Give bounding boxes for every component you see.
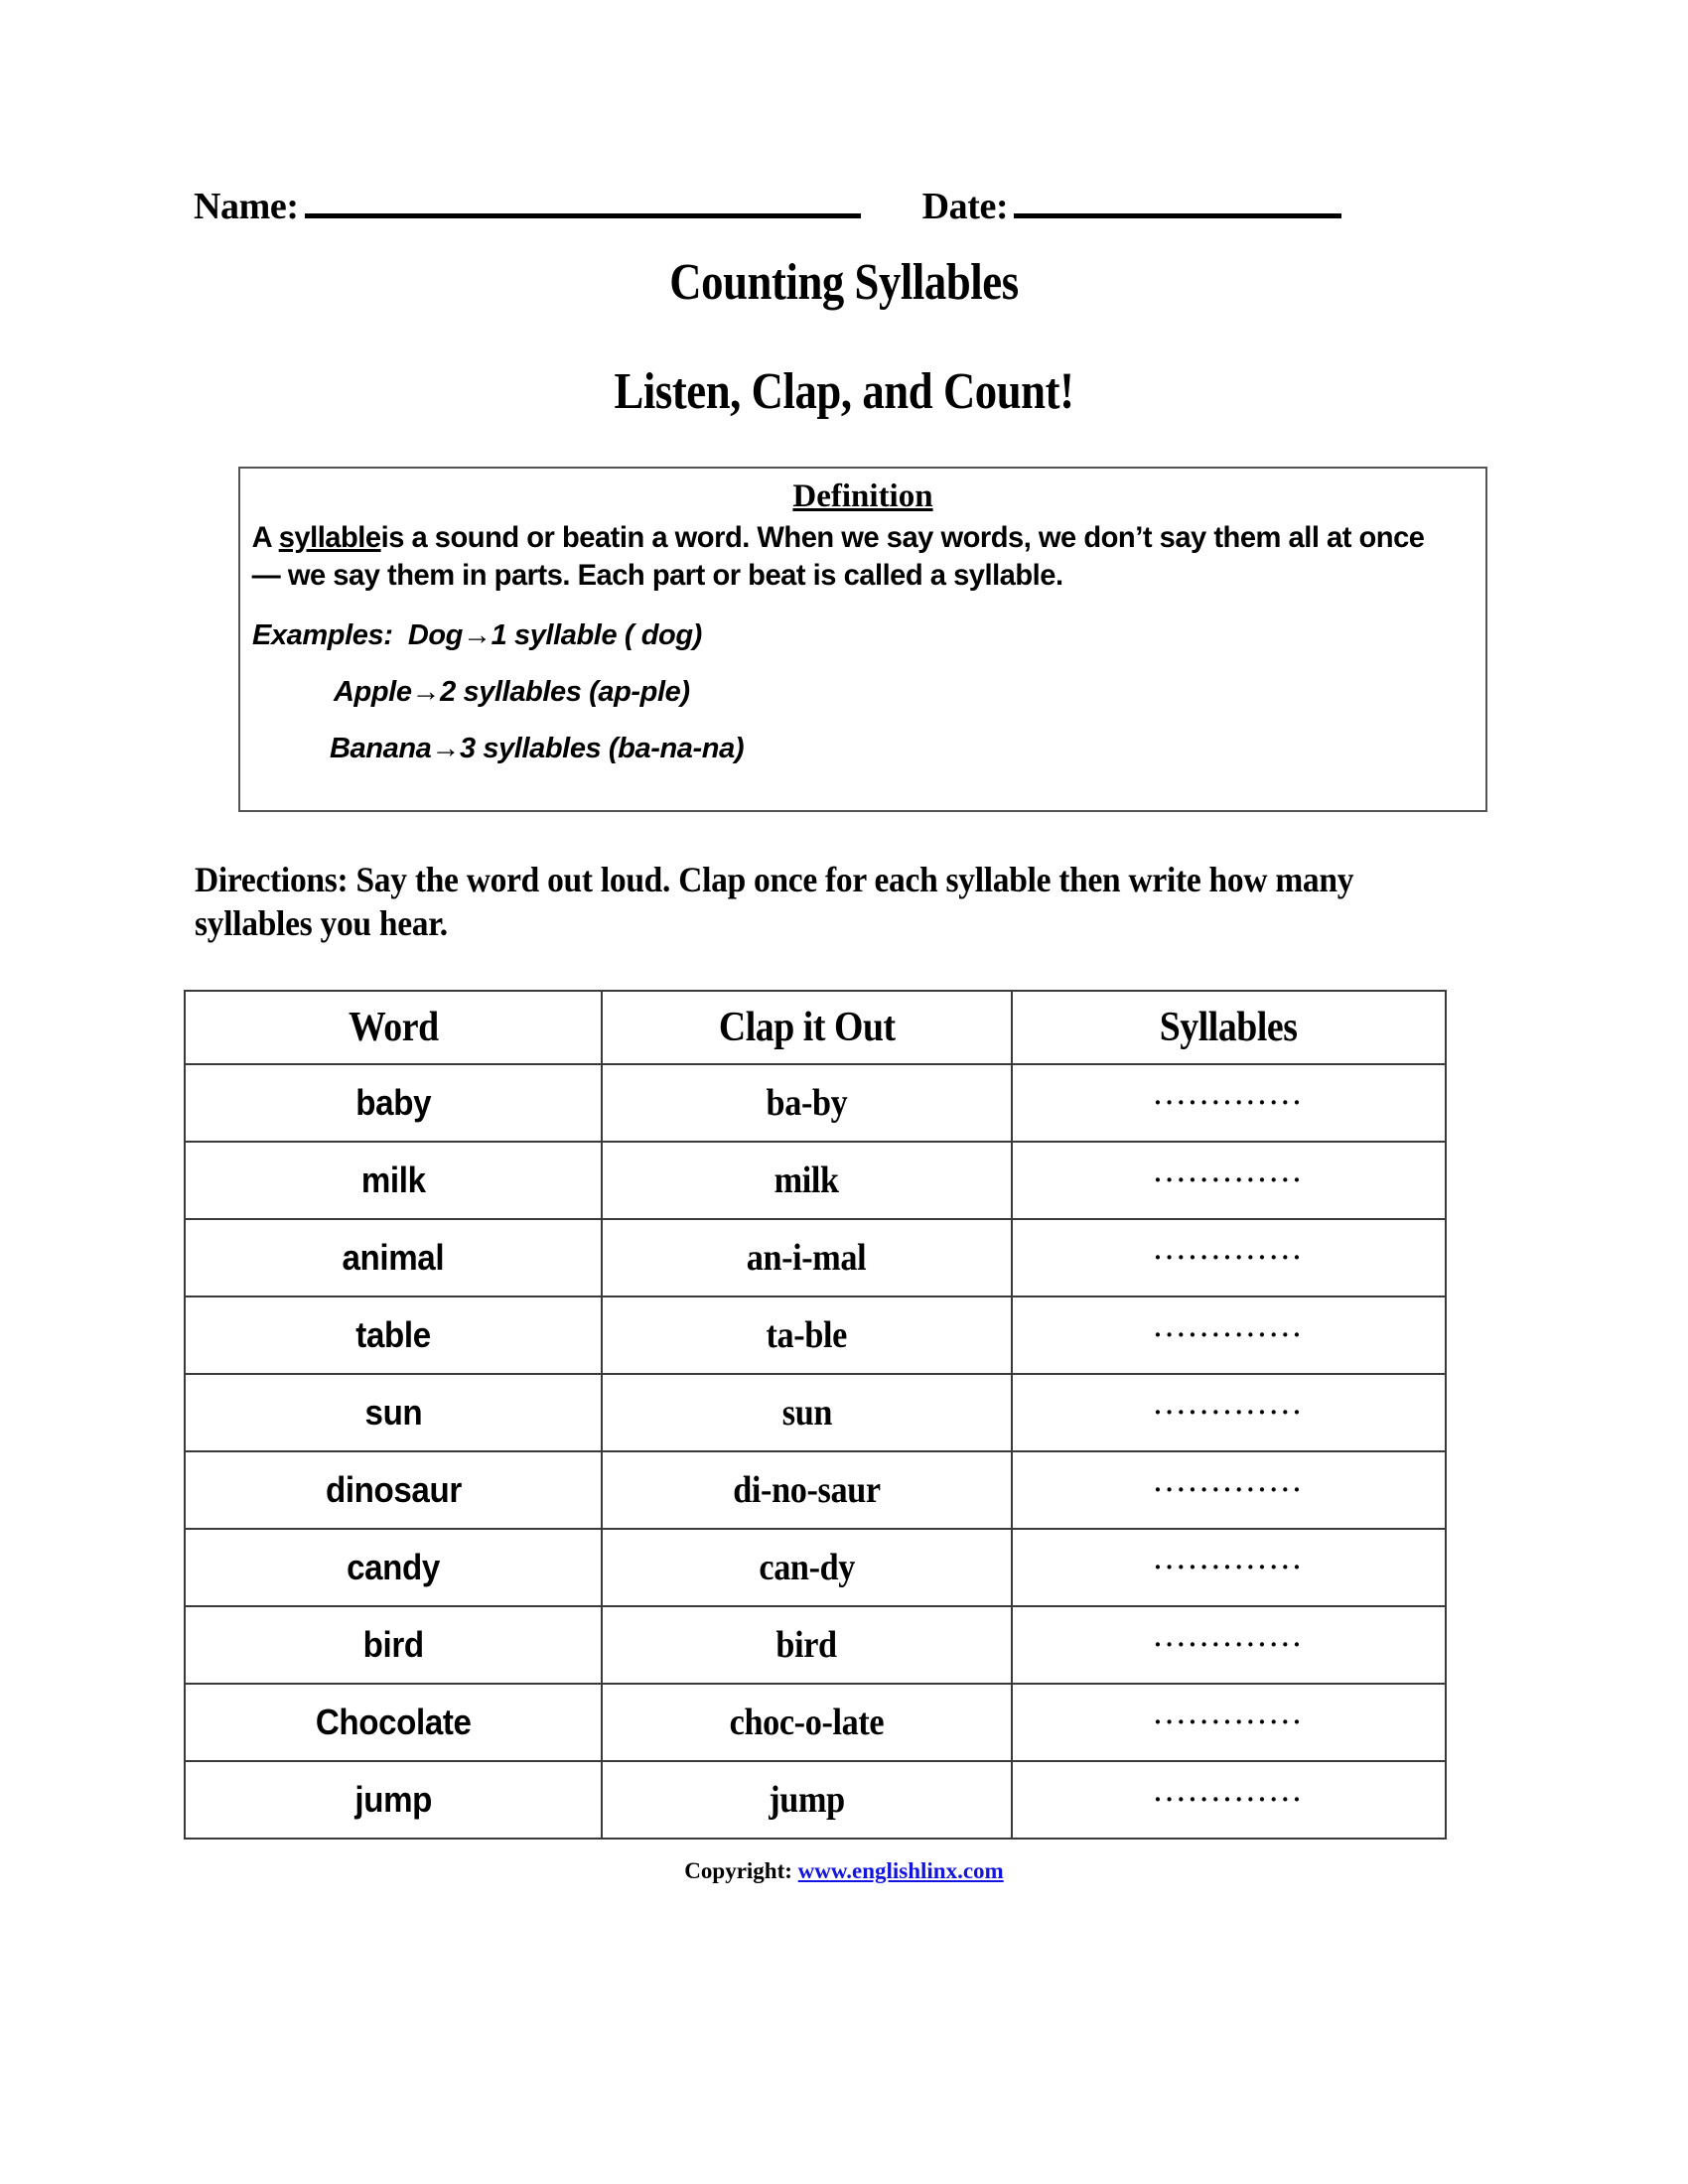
syllable-answer-cell[interactable]: ············· bbox=[1012, 1219, 1446, 1297]
clap-cell bbox=[602, 1761, 1012, 1839]
clap-cell bbox=[602, 1064, 1012, 1142]
word-cell bbox=[185, 1142, 602, 1219]
word-cell bbox=[185, 1374, 602, 1451]
page-title: Counting Syllables bbox=[669, 254, 1019, 311]
example-text-2: Apple→2 syllables (ap-ple) bbox=[334, 675, 690, 708]
column-header-syllables-label: Syllables bbox=[1160, 1005, 1298, 1050]
clap-label: can-dy bbox=[759, 1547, 855, 1588]
directions-text: Directions: Say the word out loud. Clap once for each syllable then write how many syllables you hear. bbox=[195, 860, 1354, 943]
clap-cell bbox=[602, 1451, 1012, 1529]
table-row bbox=[185, 1374, 1446, 1451]
example-text-3: Banana→3 syllables (ba-na-na) bbox=[330, 732, 745, 764]
example-line-2 bbox=[334, 676, 1474, 709]
table-row bbox=[185, 1219, 1446, 1297]
syllable-answer-cell[interactable]: ············· bbox=[1012, 1142, 1446, 1219]
example-text-1: Dog→1 syllable ( dog) bbox=[407, 618, 702, 651]
table-body bbox=[185, 1064, 1446, 1839]
definition-body-rest: is a sound or beatin a word. When we say words, we don’t say them all at once — we say them in parts. Each part or beat is called a syllable. bbox=[251, 521, 1425, 593]
definition-body-prefix: A bbox=[251, 521, 279, 554]
footer bbox=[0, 1858, 1688, 1884]
clap-label: ta-ble bbox=[766, 1314, 848, 1356]
clap-label: di-no-saur bbox=[733, 1469, 881, 1511]
clap-label: ba-by bbox=[766, 1082, 848, 1124]
clap-label: choc-o-late bbox=[729, 1702, 885, 1743]
syllable-answer-cell[interactable]: ············· bbox=[1012, 1529, 1446, 1606]
word-cell bbox=[185, 1761, 602, 1839]
column-header-clap-label: Clap it Out bbox=[718, 1005, 896, 1050]
syllable-answer-cell[interactable]: ············· bbox=[1012, 1761, 1446, 1839]
word-label: animal bbox=[342, 1237, 445, 1278]
date-input-line[interactable] bbox=[1014, 184, 1341, 218]
definition-heading: Definition bbox=[792, 478, 933, 514]
clap-cell bbox=[602, 1142, 1012, 1219]
word-label: table bbox=[355, 1314, 431, 1355]
definition-keyword: syllable bbox=[278, 521, 381, 554]
column-header-word-label: Word bbox=[348, 1005, 439, 1050]
word-cell bbox=[185, 1451, 602, 1529]
table-header-row bbox=[185, 991, 1446, 1064]
definition-examples bbox=[240, 619, 1485, 765]
clap-label: an-i-mal bbox=[747, 1237, 867, 1279]
syllable-answer-cell[interactable]: ············· bbox=[1012, 1606, 1446, 1684]
definition-box bbox=[238, 467, 1487, 812]
example-line-1 bbox=[252, 619, 1474, 652]
page-subtitle: Listen, Clap, and Count! bbox=[614, 363, 1074, 420]
clap-cell bbox=[602, 1606, 1012, 1684]
word-cell bbox=[185, 1606, 602, 1684]
table-row bbox=[185, 1606, 1446, 1684]
word-cell bbox=[185, 1297, 602, 1374]
word-label: bird bbox=[362, 1624, 424, 1665]
word-label: sun bbox=[364, 1392, 422, 1433]
word-cell bbox=[185, 1529, 602, 1606]
clap-cell bbox=[602, 1219, 1012, 1297]
column-header-syllables bbox=[1012, 991, 1446, 1064]
clap-label: bird bbox=[775, 1624, 838, 1666]
word-cell bbox=[185, 1219, 602, 1297]
word-label: Chocolate bbox=[315, 1702, 472, 1742]
word-label: milk bbox=[360, 1160, 426, 1200]
word-cell bbox=[185, 1684, 602, 1761]
table-row bbox=[185, 1684, 1446, 1761]
definition-body bbox=[240, 515, 1448, 596]
clap-cell bbox=[602, 1529, 1012, 1606]
syllable-answer-cell[interactable]: ············· bbox=[1012, 1684, 1446, 1761]
table-row bbox=[185, 1142, 1446, 1219]
table-row bbox=[185, 1529, 1446, 1606]
column-header-clap bbox=[602, 991, 1012, 1064]
word-label: baby bbox=[355, 1082, 431, 1123]
table-row bbox=[185, 1064, 1446, 1142]
syllable-answer-cell[interactable]: ············· bbox=[1012, 1297, 1446, 1374]
word-label: candy bbox=[347, 1547, 440, 1587]
name-input-line[interactable] bbox=[305, 184, 861, 218]
copyright-link[interactable]: www.englishlinx.com bbox=[797, 1858, 1004, 1883]
clap-cell bbox=[602, 1374, 1012, 1451]
table-head bbox=[185, 991, 1446, 1064]
name-date-row bbox=[194, 184, 1494, 228]
date-label: Date: bbox=[921, 186, 1009, 227]
column-header-word bbox=[185, 991, 602, 1064]
table-row bbox=[185, 1297, 1446, 1374]
copyright-label: Copyright: bbox=[684, 1858, 792, 1883]
syllables-table bbox=[184, 990, 1447, 1840]
examples-label: Examples: bbox=[252, 618, 393, 651]
word-cell bbox=[185, 1064, 602, 1142]
clap-cell bbox=[602, 1684, 1012, 1761]
table-row bbox=[185, 1451, 1446, 1529]
word-label: jump bbox=[354, 1779, 432, 1820]
name-label: Name: bbox=[194, 186, 299, 227]
clap-label: sun bbox=[781, 1392, 832, 1433]
table-row bbox=[185, 1761, 1446, 1839]
word-label: dinosaur bbox=[325, 1469, 462, 1510]
clap-label: jump bbox=[769, 1779, 845, 1821]
clap-cell bbox=[602, 1297, 1012, 1374]
example-line-3 bbox=[330, 733, 1474, 765]
syllable-answer-cell[interactable]: ············· bbox=[1012, 1374, 1446, 1451]
clap-label: milk bbox=[774, 1160, 840, 1201]
syllable-answer-cell[interactable]: ············· bbox=[1012, 1064, 1446, 1142]
syllable-answer-cell[interactable]: ············· bbox=[1012, 1451, 1446, 1529]
